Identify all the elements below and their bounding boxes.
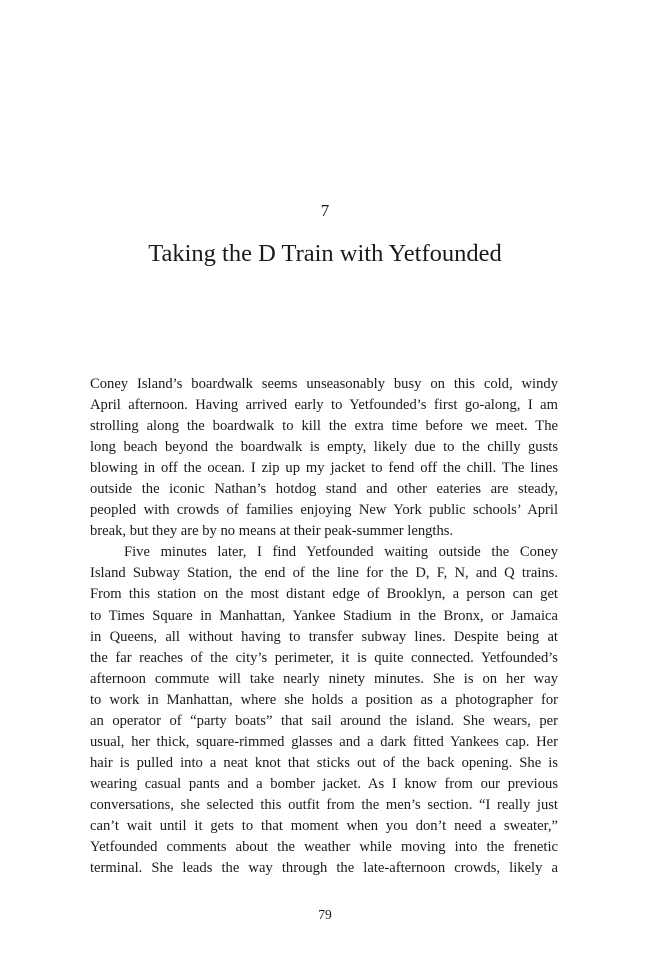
text-line: Island Subway Station, the end of the line for the D, F, N, and Q trains. (90, 565, 558, 582)
text-line: terminal. She leads the way through the late-afternoon crowds, likely a (90, 860, 558, 877)
text-line: afternoon commute will take nearly ninety minutes. She is on her way (90, 670, 558, 687)
text-line: to Times Square in Manhattan, Yankee Stadium in the Bronx, or Jamaica (90, 607, 558, 624)
body-text (90, 374, 558, 879)
text-line: Five minutes later, I find Yetfounded waiting outside the Coney (124, 544, 558, 561)
chapter-title: Taking the D Train with Yetfounded (148, 240, 502, 267)
text-line: usual, her thick, square-rimmed glasses and a dark fitted Yankees cap. Her (90, 733, 558, 750)
text-line: hair is pulled into a neat knot that sticks out of the back opening. She is (90, 754, 558, 771)
text-line: April afternoon. Having arrived early to Yetfounded’s first go-along, I am (90, 397, 558, 414)
paragraph-1 (90, 374, 558, 542)
text-line: in Queens, all without having to transfer subway lines. Despite being at (90, 628, 558, 645)
text-line: an operator of “party boats” that sail around the island. She wears, per (90, 712, 558, 729)
text-line: peopled with crowds of families enjoying New York public schools’ April (90, 502, 558, 519)
paragraph-2 (90, 542, 558, 879)
text-line: blowing in off the ocean. I zip up my jacket to fend off the chill. The lines (90, 460, 558, 477)
text-line: strolling along the boardwalk to kill the extra time before we meet. The (90, 418, 558, 435)
text-line: outside the iconic Nathan’s hotdog stand and other eateries are steady, (90, 481, 558, 498)
text-line: break, but they are by no means at their peak-summer lengths. (90, 523, 454, 540)
text-line: the far reaches of the city’s perimeter, it is quite connected. Yetfounded’s (90, 649, 558, 666)
text-line: to work in Manhattan, where she holds a position as a photographer for (90, 691, 558, 708)
text-line: Yetfounded comments about the weather while moving into the frenetic (90, 839, 558, 856)
text-line: long beach beyond the boardwalk is empty, likely due to the chilly gusts (90, 439, 558, 456)
text-line: can’t wait until it gets to that moment when you don’t need a sweater,” (90, 817, 558, 834)
text-line: wearing casual pants and a bomber jacket. As I know from our previous (90, 775, 558, 792)
chapter-number: 7 (320, 201, 330, 220)
text-line: Coney Island’s boardwalk seems unseasonably busy on this cold, windy (90, 376, 558, 392)
page-number: 79 (318, 907, 332, 922)
text-line: From this station on the most distant edge of Brooklyn, a person can get (90, 586, 558, 603)
text-line: conversations, she selected this outfit from the men’s section. “I really just (90, 796, 558, 813)
